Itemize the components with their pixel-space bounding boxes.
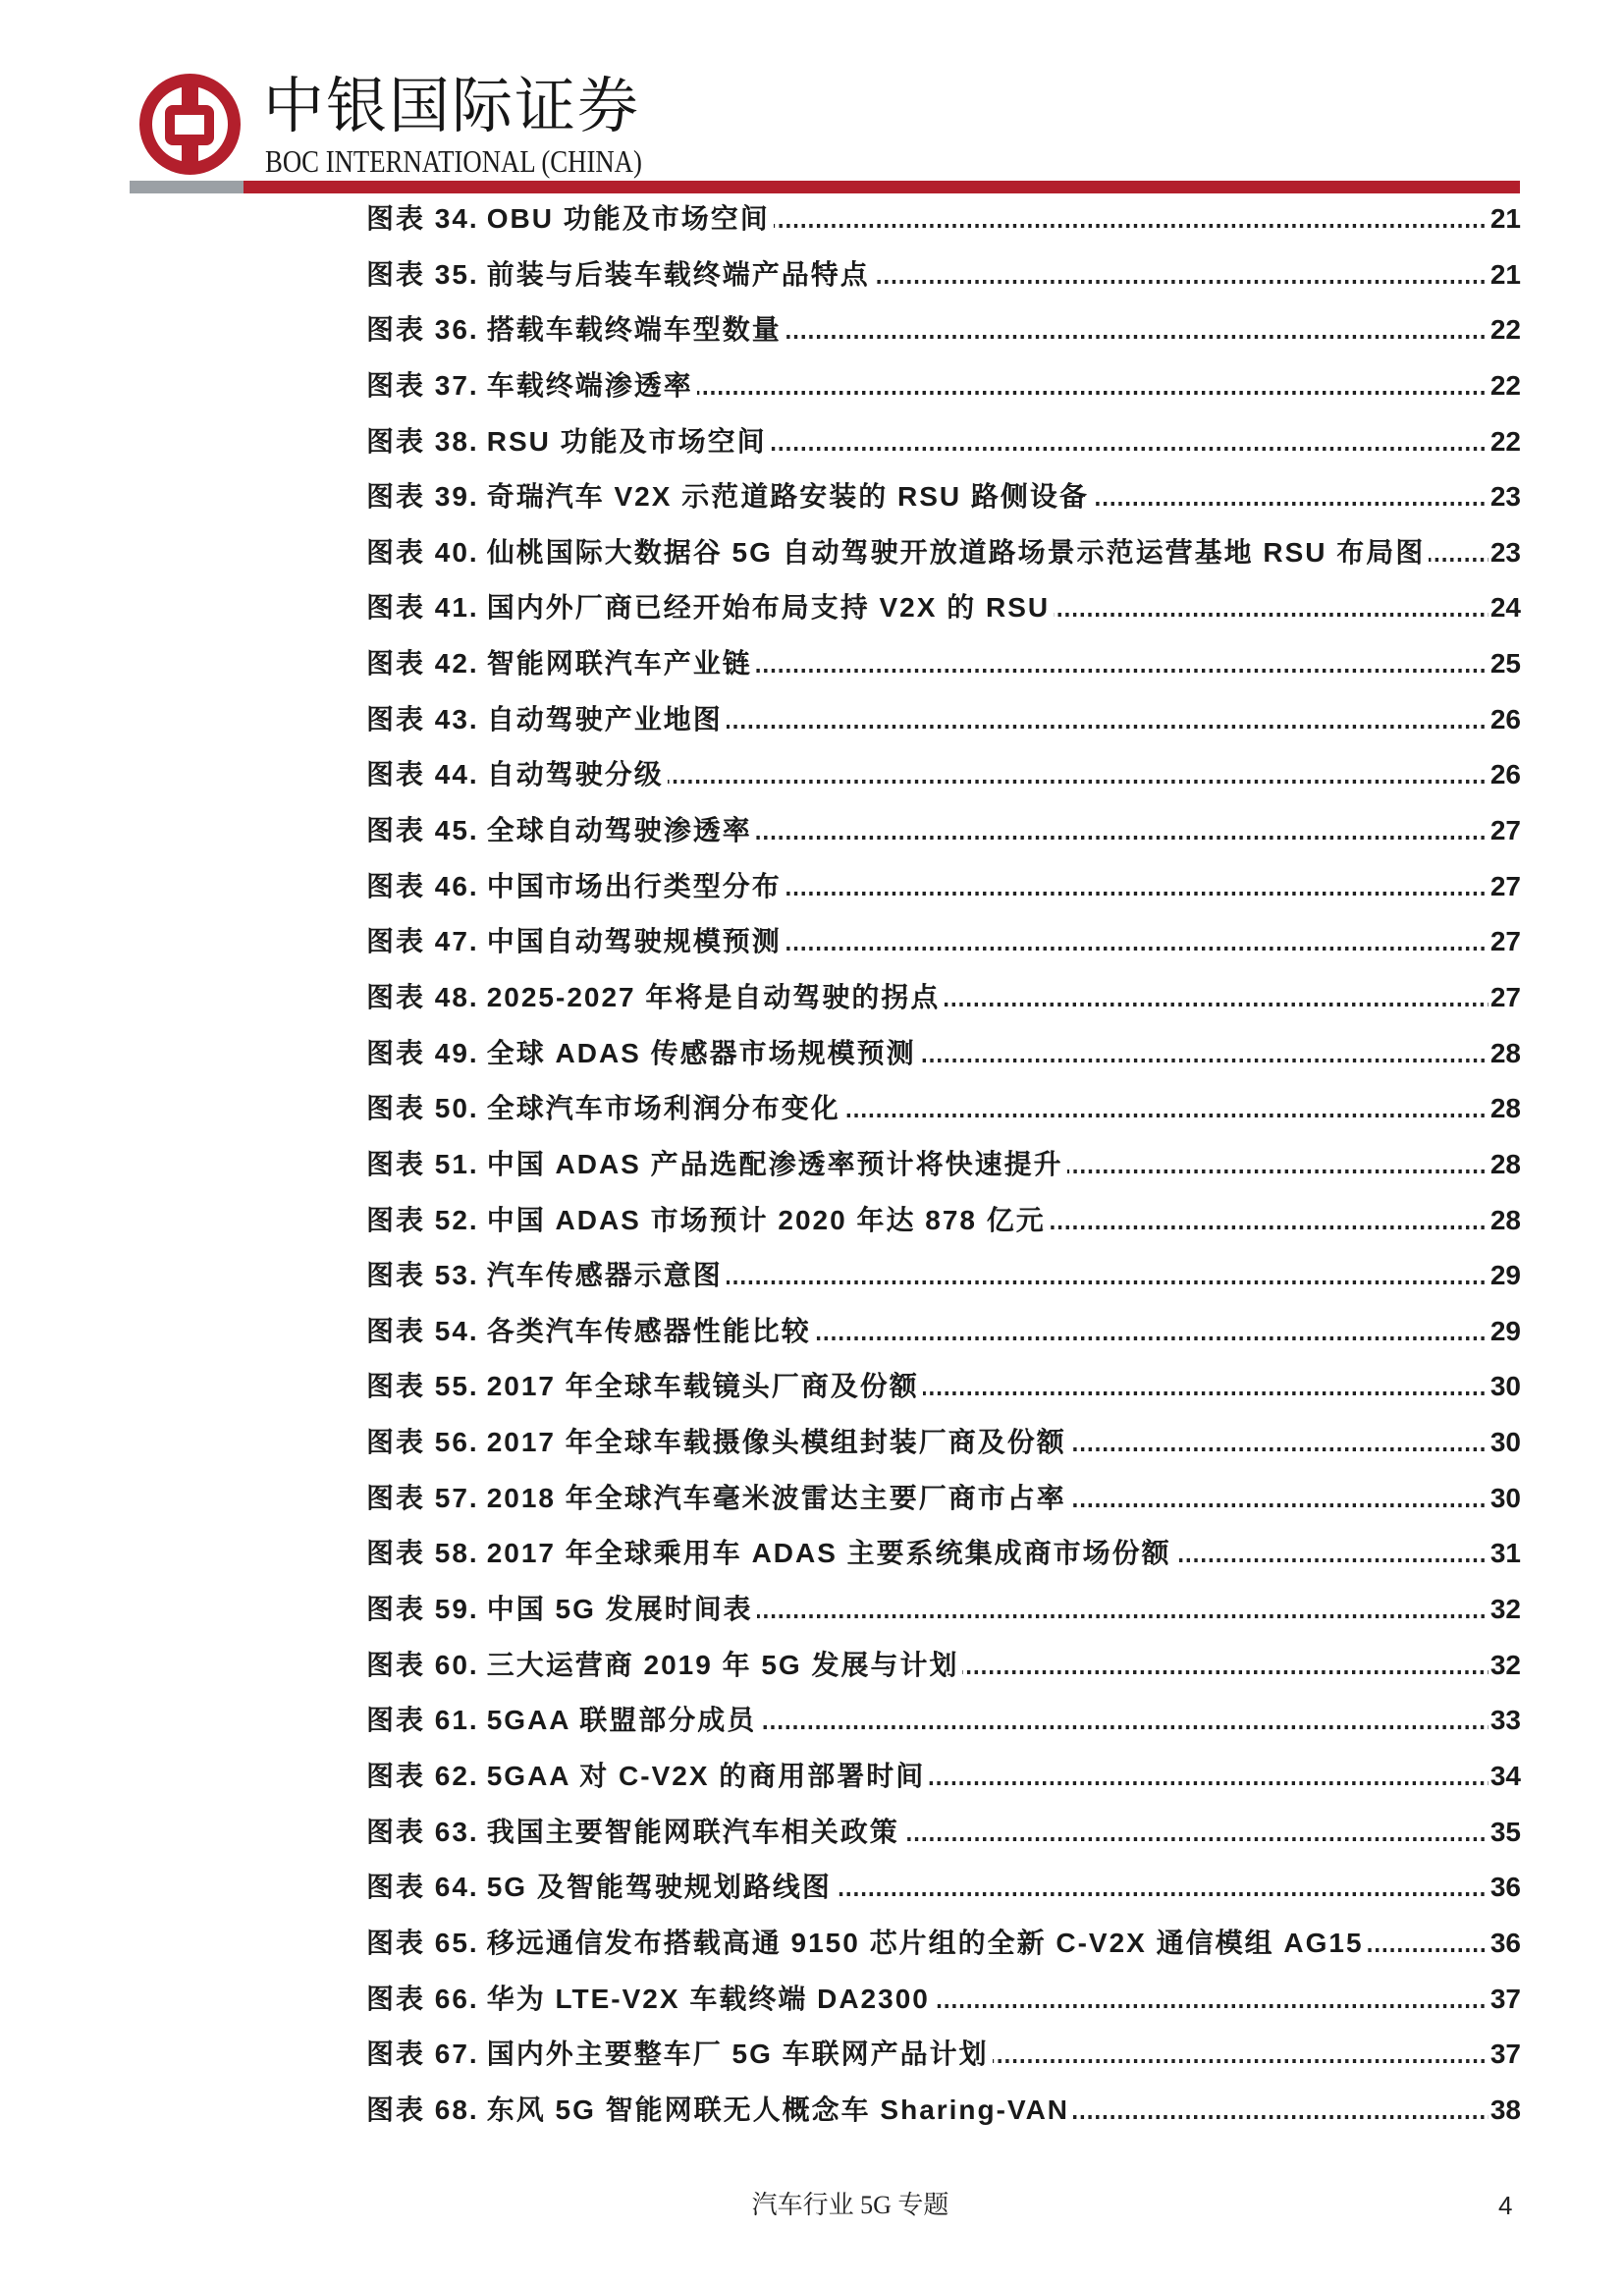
- page-number: 25: [1489, 648, 1521, 680]
- page-number: 33: [1489, 1705, 1521, 1736]
- dot-leader: [934, 2004, 1489, 2008]
- dot-leader: [1054, 613, 1489, 617]
- figure-label: 图表 38.: [366, 425, 479, 457]
- figure-title: 5G 及智能驾驶规划路线图: [486, 1872, 832, 1903]
- figure-title: RSU 功能及市场空间: [486, 425, 767, 457]
- toc-entry[interactable]: [366, 914, 1521, 970]
- page-number: 32: [1489, 1594, 1521, 1625]
- page-number: 31: [1489, 1538, 1521, 1569]
- toc-entry[interactable]: [366, 1749, 1521, 1805]
- toc-entry[interactable]: [366, 1359, 1521, 1415]
- dot-leader: [785, 947, 1489, 951]
- figure-label: 图表 34.: [366, 203, 479, 234]
- dot-leader: [756, 836, 1489, 840]
- figure-label: 图表 64.: [366, 1872, 479, 1903]
- toc-entry[interactable]: [366, 1081, 1521, 1137]
- dot-leader: [727, 1280, 1489, 1284]
- page-number: 28: [1489, 1037, 1521, 1068]
- page-number: 30: [1489, 1482, 1521, 1513]
- dot-leader: [844, 1114, 1489, 1117]
- page-number: 34: [1489, 1760, 1521, 1791]
- footer-report-title: 汽车行业 5G 专题: [751, 2191, 949, 2219]
- figure-label: 图表 52.: [366, 1204, 479, 1235]
- toc-entry[interactable]: [366, 803, 1521, 859]
- page-number: 30: [1489, 1371, 1521, 1402]
- figure-label: 图表 41.: [366, 592, 479, 624]
- figure-label: 图表 66.: [366, 1983, 479, 2014]
- page-number: 38: [1489, 2094, 1521, 2125]
- figure-label: 图表 62.: [366, 1760, 479, 1791]
- page-number: 27: [1489, 815, 1521, 846]
- page-number: 27: [1489, 870, 1521, 901]
- figure-title: 自动驾驶产业地图: [486, 703, 723, 734]
- dot-leader: [923, 1391, 1489, 1395]
- figure-label: 图表 68.: [366, 2094, 479, 2125]
- dot-leader: [771, 447, 1489, 451]
- toc-entry[interactable]: [366, 970, 1521, 1026]
- boc-logo-icon: [139, 74, 241, 175]
- figure-label: 图表 51.: [366, 1148, 479, 1179]
- page-number: 26: [1489, 759, 1521, 790]
- page-number: 22: [1489, 369, 1521, 401]
- figure-label: 图表 56.: [366, 1427, 479, 1458]
- dot-leader: [1093, 502, 1489, 506]
- dot-leader: [1368, 1948, 1489, 1952]
- figure-title: 搭载车载终端车型数量: [486, 314, 782, 346]
- page-number: 28: [1489, 1148, 1521, 1179]
- toc-entry[interactable]: [366, 1972, 1521, 2028]
- figure-title: OBU 功能及市场空间: [486, 203, 770, 234]
- dot-leader: [1070, 1447, 1489, 1451]
- page-number: 36: [1489, 1872, 1521, 1903]
- toc-entry[interactable]: [366, 1638, 1521, 1694]
- toc-entry[interactable]: [366, 247, 1521, 303]
- figure-label: 图表 44.: [366, 759, 479, 790]
- list-of-figures: [366, 191, 1521, 2138]
- dot-leader: [903, 1837, 1489, 1841]
- figure-title: 全球汽车市场利润分布变化: [486, 1093, 840, 1124]
- figure-label: 图表 36.: [366, 314, 479, 346]
- figure-label: 图表 39.: [366, 481, 479, 513]
- page-number: 21: [1489, 203, 1521, 234]
- figure-title: 国内外主要整车厂 5G 车联网产品计划: [486, 2039, 989, 2070]
- figure-label: 图表 48.: [366, 981, 479, 1012]
- toc-entry[interactable]: [366, 469, 1521, 525]
- figure-title: 车载终端渗透率: [486, 369, 693, 401]
- figure-label: 图表 35.: [366, 258, 479, 290]
- toc-entry[interactable]: [366, 1415, 1521, 1471]
- toc-entry[interactable]: [366, 414, 1521, 470]
- dot-leader: [1067, 1170, 1489, 1173]
- figure-label: 图表 65.: [366, 1927, 479, 1958]
- toc-entry[interactable]: [366, 1693, 1521, 1749]
- dot-leader: [785, 892, 1489, 896]
- figure-label: 图表 46.: [366, 870, 479, 901]
- figure-title: 中国自动驾驶规模预测: [486, 926, 782, 957]
- dot-leader: [944, 1003, 1488, 1006]
- figure-label: 图表 55.: [366, 1371, 479, 1402]
- figure-title: 2017 年全球车载摄像头模组封装厂商及份额: [486, 1427, 1066, 1458]
- figure-title: 自动驾驶分级: [486, 759, 664, 790]
- toc-entry[interactable]: [366, 1860, 1521, 1916]
- figure-label: 图表 57.: [366, 1482, 479, 1513]
- figure-title: 中国 5G 发展时间表: [486, 1594, 753, 1625]
- figure-label: 图表 43.: [366, 703, 479, 734]
- figure-title: 汽车传感器示意图: [486, 1260, 723, 1291]
- figure-label: 图表 60.: [366, 1649, 479, 1680]
- figure-title: 东风 5G 智能网联无人概念车 Sharing-VAN: [486, 2094, 1070, 2125]
- page-number: 35: [1489, 1816, 1521, 1847]
- figure-title: 全球自动驾驶渗透率: [486, 815, 752, 846]
- figure-title: 奇瑞汽车 V2X 示范道路安装的 RSU 路侧设备: [486, 481, 1089, 513]
- toc-entry[interactable]: [366, 859, 1521, 915]
- dot-leader: [874, 280, 1489, 284]
- dot-leader: [785, 335, 1489, 339]
- header-divider-gray: [130, 181, 244, 193]
- toc-entry[interactable]: [366, 302, 1521, 358]
- page-number: 36: [1489, 1927, 1521, 1958]
- dot-leader: [760, 1725, 1489, 1729]
- brand-name-english: BOC INTERNATIONAL (CHINA): [265, 143, 642, 179]
- toc-entry[interactable]: [366, 358, 1521, 414]
- page-number: 37: [1489, 2039, 1521, 2070]
- figure-title: 5GAA 对 C-V2X 的商用部署时间: [486, 1760, 926, 1791]
- figure-title: 2017 年全球乘用车 ADAS 主要系统集成商市场份额: [486, 1538, 1171, 1569]
- dot-leader: [962, 1670, 1488, 1674]
- figure-title: 各类汽车传感器性能比较: [486, 1315, 811, 1346]
- footer-page-number: 4: [1498, 2191, 1513, 2220]
- figure-label: 图表 40.: [366, 536, 479, 568]
- page-number: 37: [1489, 1983, 1521, 2014]
- figure-label: 图表 59.: [366, 1594, 479, 1625]
- figure-label: 图表 53.: [366, 1260, 479, 1291]
- toc-entry[interactable]: [366, 1193, 1521, 1249]
- toc-entry[interactable]: [366, 191, 1521, 247]
- brand-name-chinese: 中银国际证券: [263, 74, 641, 140]
- toc-entry[interactable]: [366, 525, 1521, 581]
- page-number: 26: [1489, 703, 1521, 734]
- figure-title: 中国市场出行类型分布: [486, 870, 782, 901]
- figure-label: 图表 49.: [366, 1037, 479, 1068]
- page-number: 32: [1489, 1649, 1521, 1680]
- toc-entry[interactable]: [366, 2027, 1521, 2083]
- toc-entry[interactable]: [366, 580, 1521, 636]
- toc-entry[interactable]: [366, 2083, 1521, 2139]
- dot-leader: [668, 780, 1489, 784]
- figure-label: 图表 63.: [366, 1816, 479, 1847]
- toc-entry[interactable]: [366, 1304, 1521, 1360]
- toc-entry[interactable]: [366, 1471, 1521, 1527]
- figure-title: 前装与后装车载终端产品特点: [486, 258, 870, 290]
- dot-leader: [756, 669, 1489, 673]
- dot-leader: [1073, 2115, 1489, 2119]
- figure-label: 图表 61.: [366, 1705, 479, 1736]
- page-number: 29: [1489, 1315, 1521, 1346]
- dot-leader: [1429, 558, 1489, 562]
- page-number: 29: [1489, 1260, 1521, 1291]
- figure-title: 国内外厂商已经开始布局支持 V2X 的 RSU: [486, 592, 1051, 624]
- figure-label: 图表 54.: [366, 1315, 479, 1346]
- toc-entry[interactable]: [366, 1582, 1521, 1638]
- toc-entry[interactable]: [366, 1137, 1521, 1193]
- toc-entry[interactable]: [366, 1526, 1521, 1582]
- dot-leader: [920, 1059, 1489, 1062]
- dot-leader: [1175, 1558, 1489, 1562]
- figure-title: 2018 年全球汽车毫米波雷达主要厂商市占率: [486, 1482, 1066, 1513]
- figure-title: 三大运营商 2019 年 5G 发展与计划: [486, 1649, 959, 1680]
- page-number: 23: [1489, 481, 1521, 513]
- figure-title: 智能网联汽车产业链: [486, 648, 752, 680]
- figure-title: 全球 ADAS 传感器市场规模预测: [486, 1037, 916, 1068]
- page-number: 21: [1489, 258, 1521, 290]
- figure-title: 移远通信发布搭载高通 9150 芯片组的全新 C-V2X 通信模组 AG15: [486, 1927, 1364, 1958]
- figure-title: 华为 LTE-V2X 车载终端 DA2300: [486, 1983, 930, 2014]
- figure-label: 图表 37.: [366, 369, 479, 401]
- figure-label: 图表 67.: [366, 2039, 479, 2070]
- figure-title: 仙桃国际大数据谷 5G 自动驾驶开放道路场景示范运营基地 RSU 布局图: [486, 536, 1426, 568]
- figure-label: 图表 58.: [366, 1538, 479, 1569]
- dot-leader: [815, 1336, 1489, 1340]
- dot-leader: [727, 725, 1489, 729]
- figure-label: 图表 42.: [366, 648, 479, 680]
- figure-title: 中国 ADAS 产品选配渗透率预计将快速提升: [486, 1148, 1063, 1179]
- dot-leader: [774, 224, 1489, 228]
- dot-leader: [1050, 1225, 1489, 1229]
- page-number: 27: [1489, 981, 1521, 1012]
- page-number: 28: [1489, 1204, 1521, 1235]
- dot-leader: [993, 2059, 1489, 2063]
- toc-entry[interactable]: [366, 1805, 1521, 1861]
- toc-entry[interactable]: [366, 747, 1521, 803]
- page-number: 27: [1489, 926, 1521, 957]
- page-number: 23: [1489, 536, 1521, 568]
- toc-entry[interactable]: [366, 1026, 1521, 1082]
- figure-title: 2017 年全球车载镜头厂商及份额: [486, 1371, 919, 1402]
- figure-title: 5GAA 联盟部分成员: [486, 1705, 757, 1736]
- dot-leader: [929, 1781, 1489, 1785]
- toc-entry[interactable]: [366, 636, 1521, 692]
- dot-leader: [757, 1614, 1489, 1618]
- dot-leader: [836, 1892, 1489, 1896]
- page-number: 28: [1489, 1093, 1521, 1124]
- page-number: 30: [1489, 1427, 1521, 1458]
- figure-label: 图表 47.: [366, 926, 479, 957]
- dot-leader: [697, 391, 1489, 395]
- dot-leader: [1070, 1503, 1489, 1507]
- figure-title: 中国 ADAS 市场预计 2020 年达 878 亿元: [486, 1204, 1046, 1235]
- toc-entry[interactable]: [366, 1916, 1521, 1972]
- figure-label: 图表 50.: [366, 1093, 479, 1124]
- page-number: 22: [1489, 314, 1521, 346]
- figure-title: 2025-2027 年将是自动驾驶的拐点: [486, 981, 941, 1012]
- page-number: 24: [1489, 592, 1521, 624]
- figure-title: 我国主要智能网联汽车相关政策: [486, 1816, 899, 1847]
- toc-entry[interactable]: [366, 692, 1521, 748]
- figure-label: 图表 45.: [366, 815, 479, 846]
- toc-entry[interactable]: [366, 1248, 1521, 1304]
- page-number: 22: [1489, 425, 1521, 457]
